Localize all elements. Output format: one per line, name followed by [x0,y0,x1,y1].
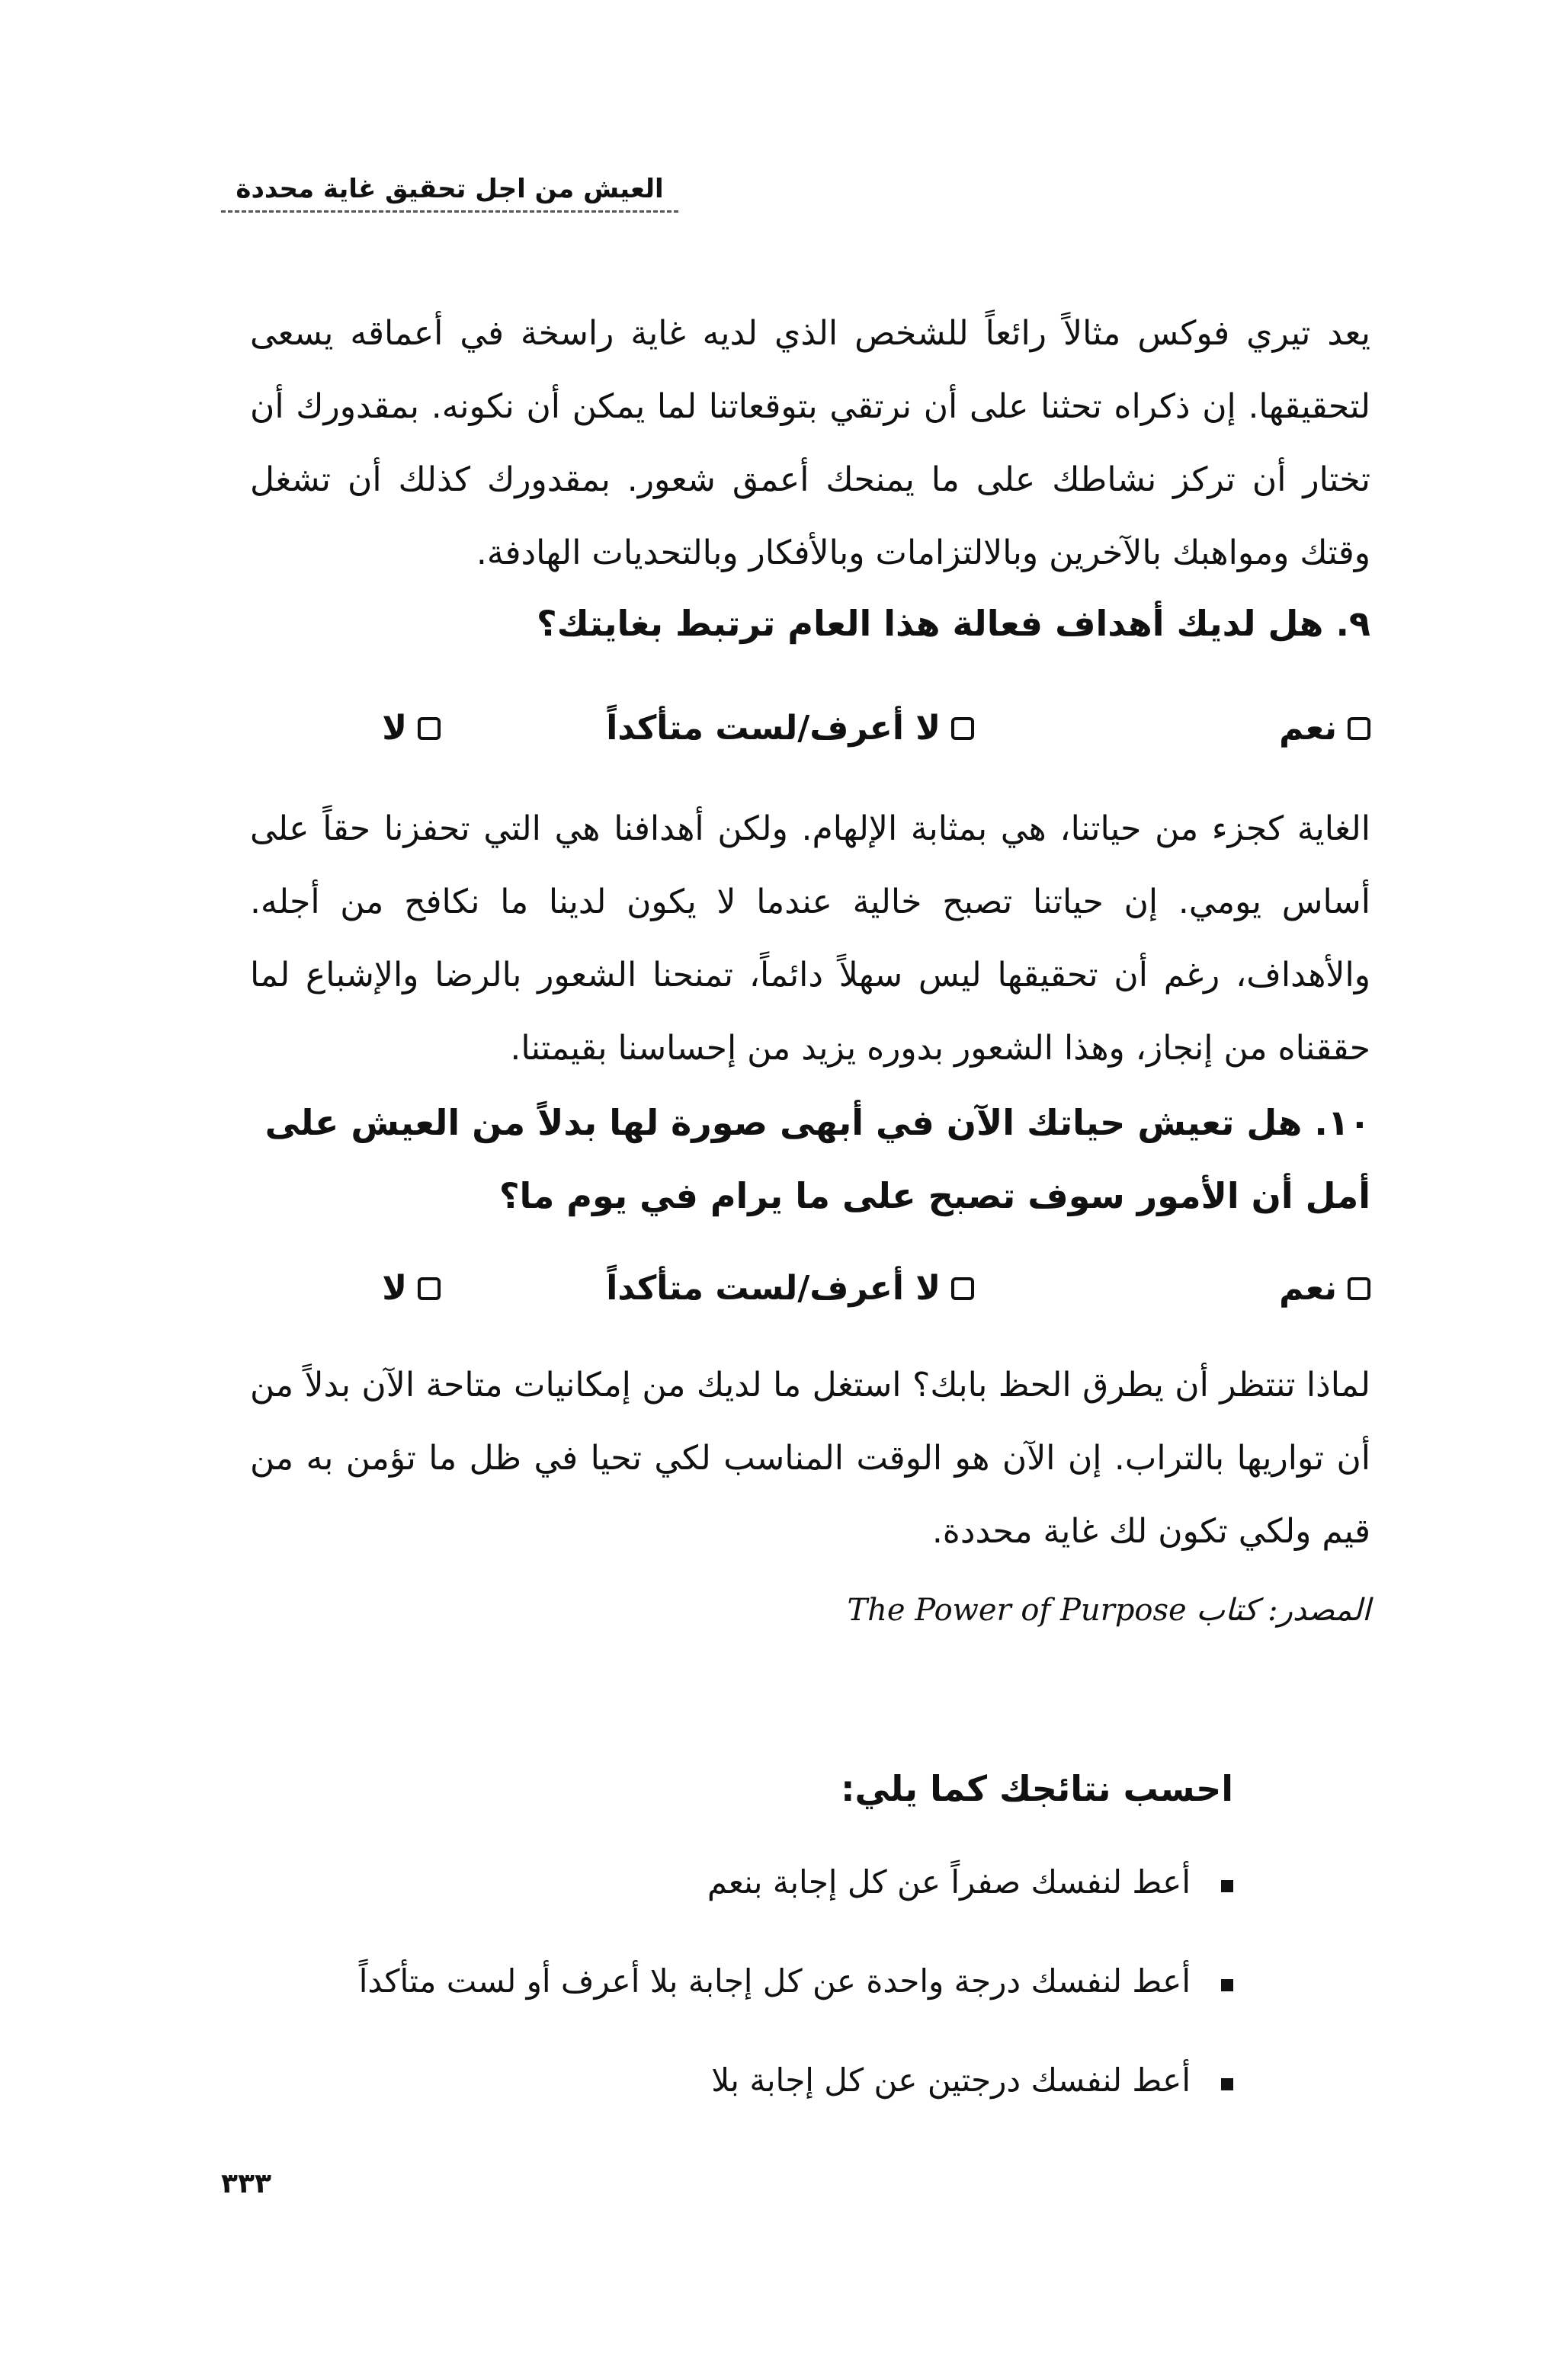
option-label: لا أعرف/لست متأكداً [606,1269,941,1308]
page-number: ٣٣٣ [221,2168,271,2199]
scoring-rules-list [166,1863,1233,2161]
q10-option-unsure[interactable] [606,1269,974,1308]
q9-option-no[interactable] [382,709,441,748]
checkbox-icon[interactable] [1348,717,1370,740]
source-citation: المصدر: كتاب The Power of Purpose [847,1593,1370,1628]
option-label: نعم [1279,709,1337,748]
list-item [166,1962,1233,2061]
checkbox-icon[interactable] [418,1277,441,1300]
question-9: ٩. هل لديك أهداف فعالة هذا العام ترتبط بغايتك؟ [536,603,1370,644]
list-item [166,1863,1233,1962]
q9-option-unsure[interactable] [606,709,974,748]
paragraph-why-wait: لماذا تنتظر أن يطرق الحظ بابك؟ استغل ما لديك من إمكانيات متاحة الآن بدلاً من أن تواريها بالتراب. إن الآن هو الوقت المناسب لكي تحيا في ظل ما تؤمن به من قيم ولكي تكون لك غاية محددة. [250,1366,1370,1551]
q9-option-yes[interactable] [1279,709,1370,748]
square-bullet-icon [1221,2078,1233,2090]
checkbox-icon[interactable] [1348,1277,1370,1300]
question-10: ١٠. هل تعيش حياتك الآن في أبهى صورة لها بدلاً من العيش على أمل أن الأمور سوف تصبح على ما يرام في يوم ما؟ [264,1102,1370,1216]
scoring-title: احسب نتائجك كما يلي: [841,1768,1233,1809]
square-bullet-icon [1221,1880,1233,1892]
q10-option-no[interactable] [382,1269,441,1308]
checkbox-icon[interactable] [951,717,974,740]
scoring-rule-text: أعط لنفسك درجة واحدة عن كل إجابة بلا أعرف أو لست متأكداً [358,1962,1191,2000]
scoring-rule-text: أعط لنفسك درجتين عن كل إجابة بلا [711,2061,1191,2099]
option-label: لا [382,1269,407,1308]
running-header: العيش من اجل تحقيق غاية محددة [221,174,678,213]
paragraph-goals: الغاية كجزء من حياتنا، هي بمثابة الإلهام. ولكن أهدافنا هي التي تحفزنا حقاً على أساس يومي. إن حياتنا تصبح خالية عندما لا يكون لدينا ما نكافح من أجله. والأهداف، رغم أن تحقيقها ليس سهلاً دائماً، تمنحنا الشعور بالرضا والإشباع لما حققناه من إنجاز، وهذا الشعور بدوره يزيد من إحساسنا بقيمتنا. [250,809,1370,1068]
list-item [166,2061,1233,2161]
option-label: لا أعرف/لست متأكداً [606,709,941,748]
option-label: نعم [1279,1269,1337,1308]
paragraph-terry-fox: يعد تيري فوكس مثالاً رائعاً للشخص الذي لديه غاية راسخة في أعماقه يسعى لتحقيقها. إن ذكراه تحثنا على أن نرتقي بتوقعاتنا لما يمكن أن نكونه. بمقدورك أن تختار أن تركز نشاطك على ما يمنحك أعمق شعور. بمقدورك كذلك أن تشغل وقتك ومواهبك بالآخرين وبالالتزامات وبالأفكار وبالتحديات الهادفة. [250,314,1370,572]
question-10-options [380,1269,1370,1322]
q10-option-yes[interactable] [1279,1269,1370,1308]
square-bullet-icon [1221,1979,1233,1991]
option-label: لا [382,709,407,748]
checkbox-icon[interactable] [418,717,441,740]
scoring-rule-text: أعط لنفسك صفراً عن كل إجابة بنعم [707,1863,1191,1901]
checkbox-icon[interactable] [951,1277,974,1300]
question-9-options [380,709,1370,762]
